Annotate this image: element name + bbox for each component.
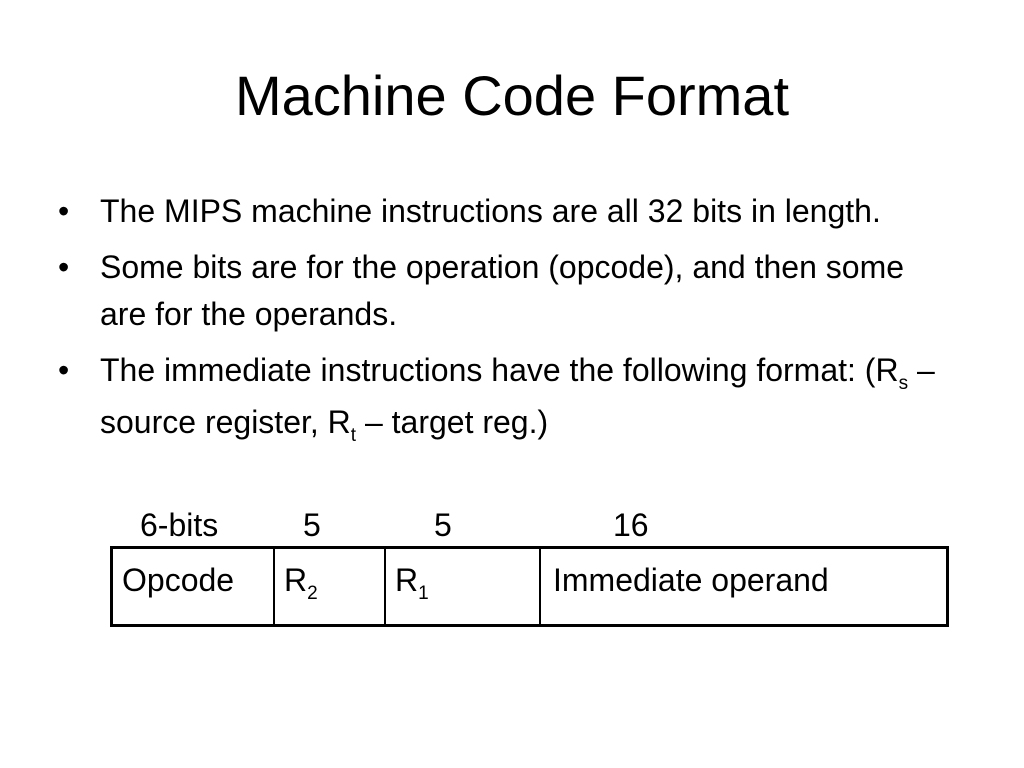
field-opcode	[113, 549, 275, 624]
bullet-text-part: – source register, R	[100, 352, 935, 440]
bit-widths-row	[0, 503, 1024, 547]
bullet-text-part: The immediate instructions have the following format: (R	[100, 352, 899, 388]
bit-width-rt: 5	[434, 507, 452, 543]
field-r1	[386, 549, 541, 624]
subscript-t: t	[350, 425, 357, 446]
bullet-text	[100, 352, 935, 446]
field-subscript: 1	[418, 583, 429, 604]
field-subscript: 2	[307, 583, 318, 604]
field-label: Opcode	[122, 562, 235, 598]
bullet-text: Some bits are for the operation (opcode), and then some are for the operands.	[100, 249, 905, 332]
bullet-marker: •	[58, 249, 70, 285]
field-label: Immediate operand	[553, 562, 829, 598]
bit-width-immediate: 16	[613, 507, 649, 543]
bit-width-opcode: 6-bits	[140, 507, 219, 543]
field-immediate-operand	[541, 549, 946, 624]
bullet-item-instruction-length	[58, 188, 958, 235]
field-r2	[275, 549, 386, 624]
bullet-text-part: – target reg.)	[356, 404, 549, 440]
field-label: R	[395, 562, 419, 598]
subscript-s: s	[898, 373, 909, 394]
instruction-format-table	[110, 546, 949, 627]
bit-width-rs: 5	[303, 507, 321, 543]
field-label: R	[284, 562, 308, 598]
bullet-text: The MIPS machine instructions are all 32 bits in length.	[100, 193, 881, 229]
bullet-list	[58, 188, 958, 460]
bullet-marker: •	[58, 352, 70, 388]
bullet-marker: •	[58, 193, 70, 229]
bullet-item-opcode-operands	[58, 244, 958, 338]
bullet-item-immediate-format	[58, 347, 958, 451]
slide-title: Machine Code Format	[234, 64, 789, 127]
